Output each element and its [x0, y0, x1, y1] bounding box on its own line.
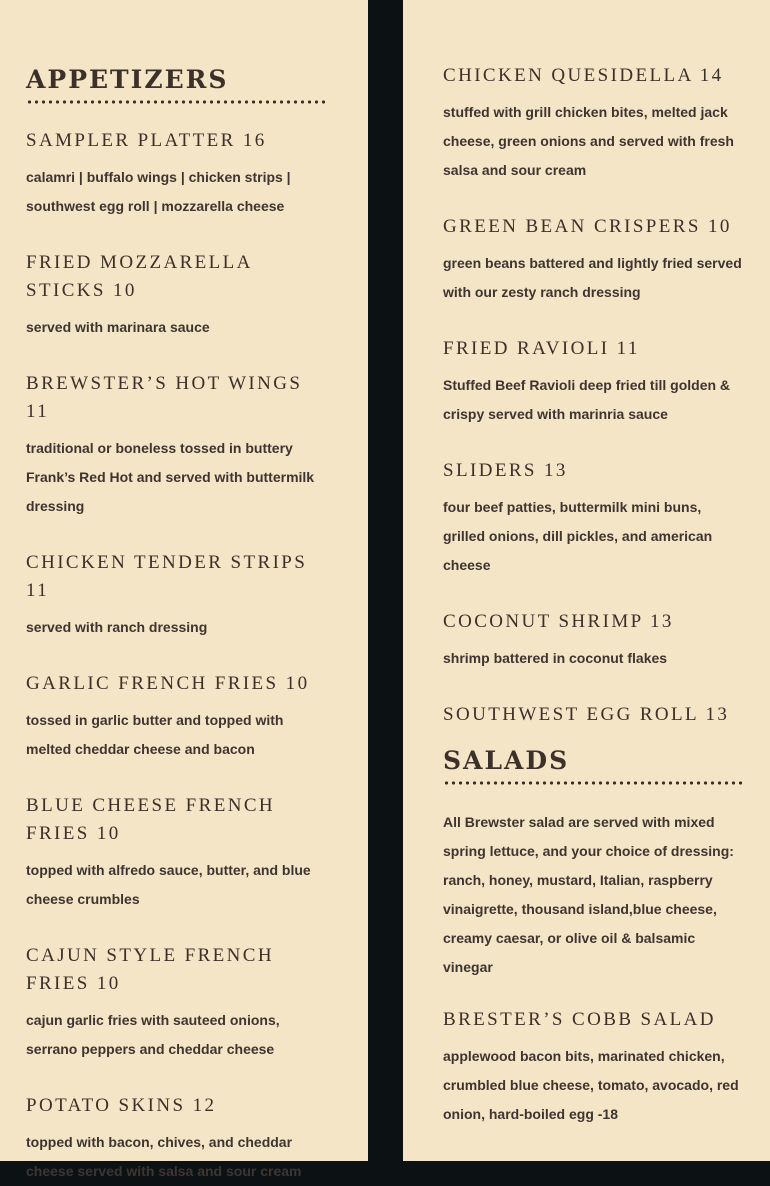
menu-item-name: COCONUT SHRIMP 13	[443, 611, 674, 632]
menu-item	[443, 62, 746, 185]
salads-heading: SALADS	[443, 746, 570, 775]
menu-item	[443, 701, 746, 729]
menu-item-description: calamri | buffalo wings | chicken strips | southwest egg roll | mozzarella cheese	[26, 169, 291, 214]
menu-item-name: SLIDERS 13	[443, 460, 568, 481]
menu-item-description: Stuffed Beef Ravioli deep fried till golden & crispy served with marinria sauce	[443, 377, 731, 422]
menu-item-name: SAMPLER PLATTER 16	[26, 130, 267, 151]
dotted-divider	[26, 99, 328, 105]
menu-item-description: topped with alfredo sauce, butter, and blue cheese crumbles	[26, 862, 311, 907]
menu-item-description: green beans battered and lightly fried served with our zesty ranch dressing	[443, 255, 742, 300]
menu-item-name: CHICKEN QUESIDELLA 14	[443, 65, 724, 86]
menu-item-description: served with ranch dressing	[26, 619, 208, 635]
salads-intro-text: All Brewster salad are served with mixed spring lettuce, and your choice of dressing: ranch, honey, mustard, Italian, raspberry vinaigrette, thousand island,blue cheese, creamy caesar, or olive oil & balsamic vinegar	[443, 814, 734, 975]
menu-item	[26, 549, 328, 642]
menu-item-name: CHICKEN TENDER STRIPS 11	[26, 552, 308, 601]
menu-item	[443, 213, 746, 307]
menu-item-name: GARLIC FRENCH FRIES 10	[26, 673, 310, 694]
right-menu-column	[403, 0, 770, 1161]
menu-item	[26, 670, 328, 764]
menu-item-name: BRESTER’S COBB SALAD	[443, 1009, 716, 1030]
menu-item	[26, 1092, 328, 1186]
menu-item	[443, 457, 746, 580]
menu-item-name: POTATO SKINS 12	[26, 1095, 217, 1116]
menu-item	[443, 1006, 746, 1129]
menu-item-description: traditional or boneless tossed in buttery Frank’s Red Hot and served with buttermilk dressing	[26, 440, 315, 514]
menu-item	[443, 608, 746, 673]
menu-item-name: GREEN BEAN CRISPERS 10	[443, 216, 732, 237]
menu-item-name: FRIED MOZZARELLA STICKS 10	[26, 252, 252, 301]
menu-item-description: served with marinara sauce	[26, 319, 210, 335]
menu-item-description: stuffed with grill chicken bites, melted jack cheese, green onions and served with fresh salsa and sour cream	[443, 104, 734, 178]
menu-item	[26, 942, 328, 1064]
menu-item-name: CAJUN STYLE FRENCH FRIES 10	[26, 945, 274, 994]
menu-item-description: topped with bacon, chives, and cheddar cheese served with salsa and sour cream	[26, 1134, 302, 1179]
left-menu-column	[0, 0, 368, 1179]
menu-item-name: FRIED RAVIOLI 11	[443, 338, 640, 359]
menu-item	[26, 792, 328, 914]
menu-item-name: SOUTHWEST EGG ROLL 13	[443, 704, 730, 725]
menu-item	[26, 127, 328, 221]
menu-item	[26, 249, 328, 342]
menu-item	[443, 335, 746, 429]
menu-item-description: cajun garlic fries with sauteed onions, serrano peppers and cheddar cheese	[26, 1012, 280, 1057]
menu-item-description: four beef patties, buttermilk mini buns, grilled onions, dill pickles, and american cheese	[443, 499, 713, 573]
menu-item-name: BREWSTER’S HOT WINGS 11	[26, 373, 303, 422]
menu-item-description: applewood bacon bits, marinated chicken, crumbled blue cheese, tomato, avocado, red onion, hard-boiled egg -18	[443, 1048, 739, 1122]
menu-item-description: tossed in garlic butter and topped with melted cheddar cheese and bacon	[26, 712, 284, 757]
dotted-divider	[443, 780, 746, 786]
menu-item-name: BLUE CHEESE FRENCH FRIES 10	[26, 795, 276, 844]
menu-item	[26, 370, 328, 521]
menu-item-description: shrimp battered in coconut flakes	[443, 650, 668, 666]
appetizers-heading: APPETIZERS	[26, 65, 229, 94]
